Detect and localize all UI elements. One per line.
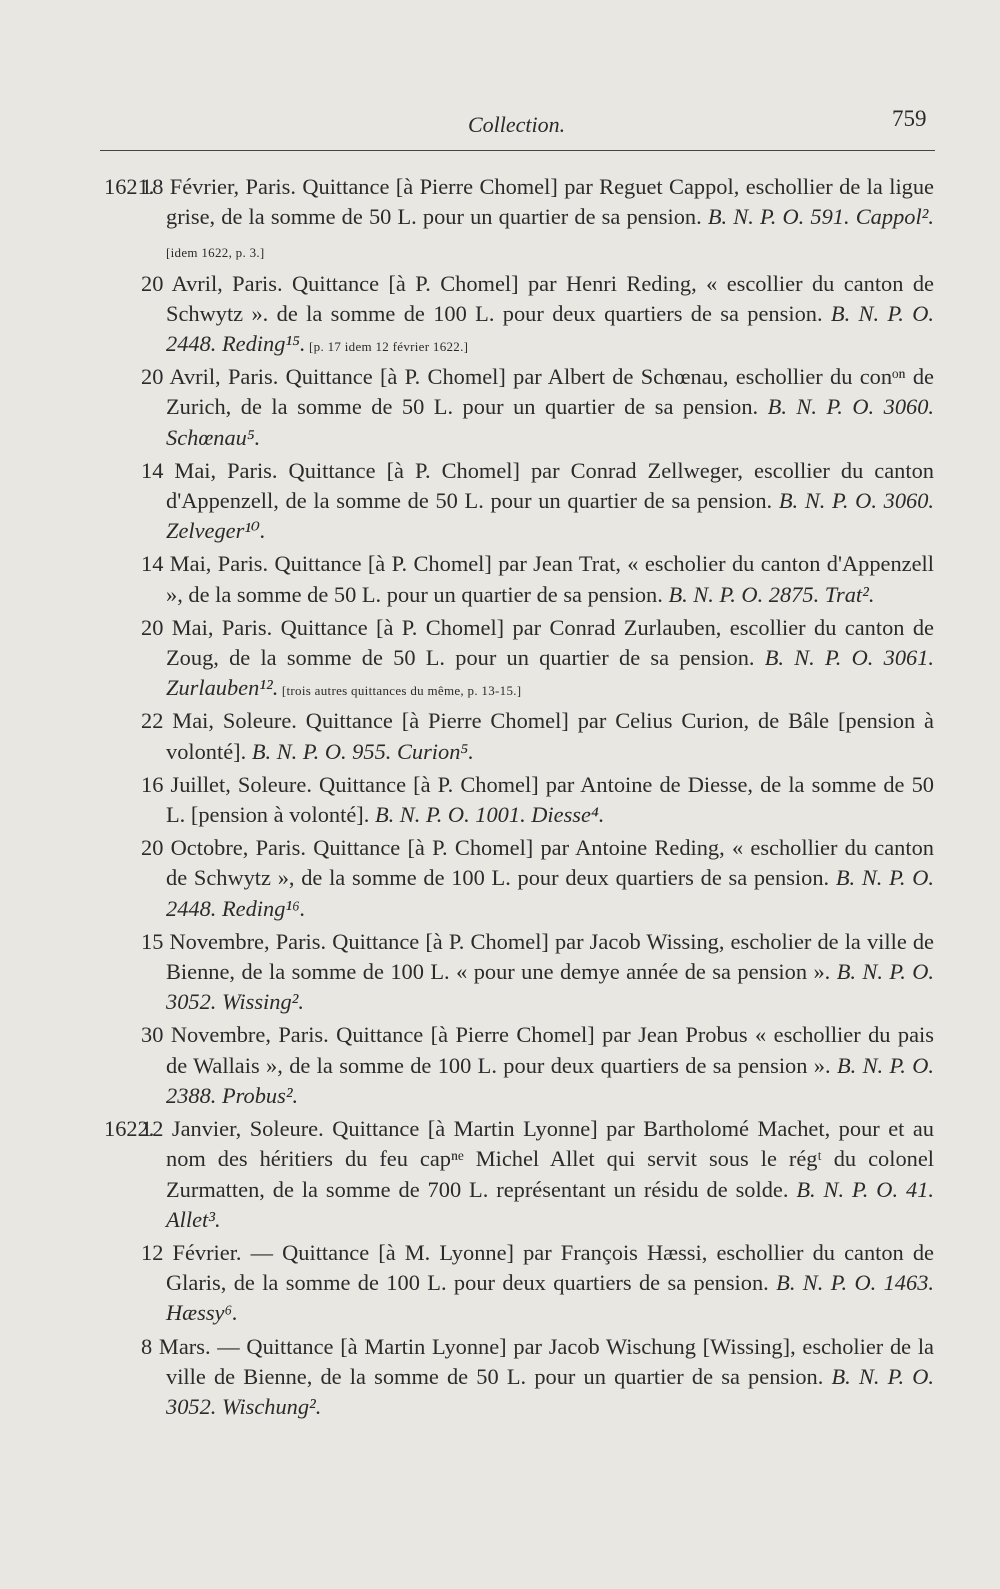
entry-item (104, 770, 934, 833)
entry-text: Quittance [à Martin Lyonne] par Bartholomé Machet, pour et au nom des héritiers du feu capⁿᵉ Michel Allet qui servit sous le régᵗ du colonel Zurmatten, de la somme de 700 L. représentant un résidu de solde. (166, 1116, 934, 1202)
entry-date: 18 Février, Paris. (141, 174, 296, 199)
entry-note: [trois autres quittances du même, p. 13-15.] (278, 683, 522, 699)
entry-item (104, 549, 934, 612)
entry-text: Quittance [à M. Lyonne] par François Hæssi, eschollier du canton de Glaris, de la somme de 100 L. pour deux quartiers de sa pension. (166, 1239, 934, 1296)
entry-date: 16 Juillet, Soleure. (141, 771, 312, 797)
entry-item (104, 1114, 934, 1238)
header-rule (100, 150, 935, 151)
entry-date: 20 Mai, Paris. (141, 614, 273, 640)
entry-reference: B. N. P. O. 1463. Hæssy⁶. (166, 1270, 934, 1326)
entry-date: 22 Mai, Soleure. (141, 708, 297, 734)
running-header-title: Collection. (468, 112, 566, 137)
page-number: 759 (892, 106, 927, 131)
entry-text: Quittance [à P. Chomel] par Antoine Reding, « eschollier du canton de Schwytz », de la somme de 100 L. pour deux quartiers de sa pension. (166, 835, 934, 891)
entry-item (104, 172, 934, 269)
entry-item (104, 269, 934, 363)
entry-date: 20 Avril, Paris. (141, 364, 279, 390)
entry-item (104, 1020, 934, 1114)
entry-text: Quittance [à Pierre Chomel] par Reguet Cappol, eschollier de la ligue grise, de la somme de 50 L. pour un quartier de sa pension. (166, 174, 934, 230)
entry-date: 14 Mai, Paris. (141, 551, 269, 577)
entry-text: Quittance [à Pierre Chomel] par Celius Curion, de Bâle [pension à volonté]. (166, 708, 934, 764)
entry-reference: B. N. P. O. 2875. Trat². (668, 581, 875, 607)
entry-item (104, 1238, 934, 1332)
entry-reference: B. N. P. O. 3060. Schœnau⁵. (166, 394, 934, 450)
entry-text: Quittance [à P. Chomel] par Henri Reding, « escollier du canton de Schwytz ». de la somme de 100 L. pour deux quartiers de sa pension. (166, 270, 934, 326)
entry-date: 15 Novembre, Paris. (141, 928, 327, 954)
entry-date: 12 Février. — (141, 1239, 274, 1265)
entry-item (104, 1332, 934, 1426)
entry-text: Quittance [à P. Chomel] par Conrad Zellweger, escollier du canton d'Appenzell, de la somme de 50 L. pour un quartier de sa pension. (166, 457, 934, 514)
entry-reference: B. N. P. O. 591. Cappol². (707, 204, 934, 230)
entry-reference: B. N. P. O. 3061. Zurlauben¹². (166, 645, 934, 701)
entry-item (104, 456, 934, 550)
entry-reference: B. N. P. O. 41. Allet³. (166, 1176, 934, 1232)
entry-text: Quittance [à P. Chomel] par Jacob Wissing, escholier de la ville de Bienne, de la somme de 100 L. « pour une demye année de sa pension ». (166, 928, 934, 985)
entry-text: Quittance [à P. Chomel] par Conrad Zurlauben, escollier du canton de Zoug, de la somme de 50 L. pour un quartier de sa pension. (166, 614, 934, 671)
entry-text: Quittance [à Martin Lyonne] par Jacob Wischung [Wissing], escholier de la ville de Bienne, de la somme de 50 L. pour un quartier de sa pension. (166, 1333, 934, 1389)
entry-reference: B. N. P. O. 955. Curion⁵. (251, 738, 474, 764)
entry-item (104, 927, 934, 1021)
entry-date: 20 Octobre, Paris. (141, 835, 306, 861)
entry-date: 8 Mars. — (141, 1333, 240, 1359)
entry-note: [p. 17 idem 12 février 1622.] (305, 339, 469, 355)
entry-list (104, 172, 934, 1425)
entry-date: 14 Mai, Paris. (141, 457, 278, 483)
entry-text: Quittance [à P. Chomel] par Albert de Schœnau, eschollier du conᵒⁿ de Zurich, de la somme de 50 L. pour un quartier de sa pension. (166, 364, 934, 420)
entry-reference: B. N. P. O. 3052. Wissing². (166, 959, 934, 1015)
entry-item (104, 362, 934, 456)
entry-reference: B. N. P. O. 2388. Probus². (166, 1052, 934, 1108)
entry-reference: B. N. P. O. 3060. Zelveger¹⁰. (166, 488, 934, 544)
entry-year: 1622. (104, 1116, 155, 1142)
entry-item (104, 706, 934, 769)
entry-reference: B. N. P. O. 2448. Reding¹⁵. (166, 300, 934, 357)
entry-item (104, 833, 934, 927)
entry-text: Quittance [à P. Chomel] par Antoine de Diesse, de la somme de 50 L. [pension à volonté]. (166, 771, 934, 828)
entry-date: 30 Novembre, Paris. (141, 1022, 329, 1048)
entry-reference: B. N. P. O. 1001. Diesse⁴. (374, 802, 605, 828)
entry-reference: B. N. P. O. 2448. Reding¹⁶. (166, 865, 934, 921)
entry-reference: B. N. P. O. 3052. Wischung². (166, 1363, 934, 1419)
entry-date: 12 Janvier, Soleure. (141, 1116, 324, 1142)
entry-date: 20 Avril, Paris. (141, 270, 283, 296)
entry-item (104, 613, 934, 707)
entry-note: [idem 1622, p. 3.] (166, 245, 265, 261)
entry-text: Quittance [à Pierre Chomel] par Jean Probus « eschollier du pais de Wallais », de la somme de 100 L. pour deux quartiers de sa pension ». (166, 1022, 934, 1078)
entry-text: Quittance [à P. Chomel] par Jean Trat, « escholier du canton d'Appenzell », de la somme de 50 L. pour un quartier de sa pension. (166, 551, 934, 607)
entry-year: 1621. (104, 174, 155, 199)
